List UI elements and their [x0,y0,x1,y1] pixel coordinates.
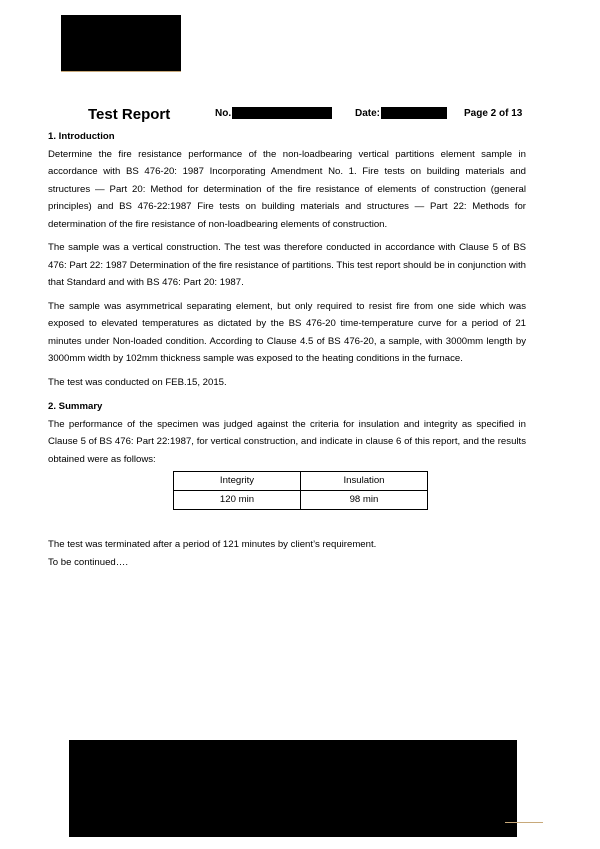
table-row [174,472,428,491]
summary-heading: 2. Summary [48,401,103,412]
termination-note: The test was terminated after a period of 121 minutes by client’s requirement. [48,539,377,550]
table-row [174,491,428,510]
summary-paragraph: The performance of the specimen was judged against the criteria for insulation and integrity as specified in Clause 5 of BS 476: Part 22:1987, for vertical construction, and indicate in clause 6 of this report, and the results obtained were as follows: [48,418,526,465]
header-rule [61,71,181,72]
results-table [173,471,428,510]
date-label: Date: [355,108,381,119]
footer-rule [505,822,543,823]
redacted-date [381,107,447,119]
intro-paragraph-2: The sample was a vertical construction. The test was therefore conducted in accordance with Clause 5 of BS 476: Part 22: 1987 Determination of the fire resistance of partitions. This test report should be in conjunction with that Standard and with BS 476: Part 20: 1987. [48,242,526,288]
redacted-footer [69,740,517,837]
table-cell-integrity: 120 min [174,491,301,510]
report-header [0,106,600,126]
intro-paragraph-1: Determine the fire resistance performance of the non-loadbearing vertical partitions element sample in accordance with BS 476-20: 1987 Incorporating Amendment No. 1. Fire tests on building materials and structures — Part 20: Method for determination of the fire resistance of elements of construction (general principles) and BS 476-22:1987 Fire tests on building materials and structures — Part 22: Methods for determination of the fire resistance of non-loadbearing elements of construction. [48,148,526,230]
redacted-report-number [232,107,332,119]
introduction-heading: 1. Introduction [48,131,115,142]
continued-note: To be continued…. [48,556,129,568]
redacted-logo [61,15,181,72]
table-cell-insulation: 98 min [301,491,428,510]
table-header-insulation: Insulation [301,472,428,491]
report-number-label: No. [215,108,232,119]
table-header-integrity: Integrity [174,472,301,491]
report-body [48,128,526,571]
intro-paragraph-3: The sample was asymmetrical separating element, but only required to resist fire from one side which was exposed to elevated temperatures as dictated by the BS 476-20 time-temperature curve for a period of 21 minutes under Non-loaded condition. According to Clause 4.5 of BS 476-20, a sample, with 3000mm length by 3000mm width by 102mm thickness sample was exposed to the heating conditions in the furnace. [48,300,526,364]
report-title: Test Report [88,106,171,123]
test-date-paragraph: The test was conducted on FEB.15, 2015. [48,376,227,388]
page-number: Page 2 of 13 [464,108,523,119]
